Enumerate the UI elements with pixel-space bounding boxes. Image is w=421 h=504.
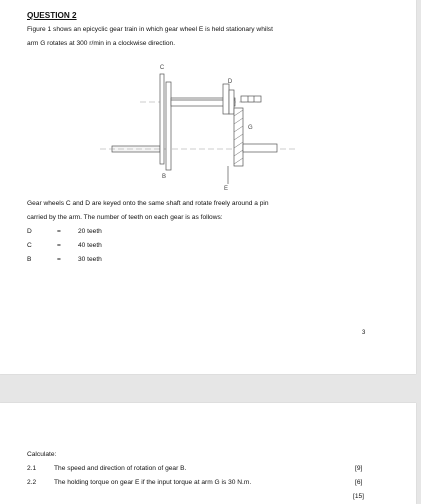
document-page-2 — [0, 403, 416, 504]
teeth-value-b: 30 teeth — [78, 256, 102, 263]
body-line-1: Gear wheels C and D are keyed onto the same shaft and rotate freely around a pin — [27, 200, 269, 207]
intro-line-2: arm G rotates at 300 r/min in a clockwise direction. — [27, 40, 176, 47]
teeth-sep-b: = — [57, 256, 61, 263]
total-marks: [15] — [353, 493, 364, 500]
question-2-1-marks: [9] — [355, 465, 363, 472]
question-2-1-number: 2.1 — [27, 465, 37, 472]
label-c: C — [159, 65, 165, 71]
teeth-sep-d: = — [57, 228, 61, 235]
teeth-gear-c: C — [27, 242, 32, 249]
teeth-gear-b: B — [27, 256, 32, 263]
label-e: E — [223, 186, 229, 192]
question-2-2-marks: [6] — [355, 479, 363, 486]
question-2-2-number: 2.2 — [27, 479, 37, 486]
teeth-value-d: 20 teeth — [78, 228, 102, 235]
label-d: D — [227, 79, 233, 85]
question-2-2-text: The holding torque on gear E if the input torque at arm G is 30 N.m. — [54, 479, 252, 486]
teeth-value-c: 40 teeth — [78, 242, 102, 249]
calculate-label: Calculate: — [27, 451, 57, 458]
intro-line-1: Figure 1 shows an epicyclic gear train in which gear wheel E is held stationary whilst — [27, 26, 273, 33]
question-heading: QUESTION 2 — [27, 11, 77, 20]
question-2-1-text: The speed and direction of rotation of gear B. — [54, 465, 187, 472]
teeth-gear-d: D — [27, 228, 32, 235]
body-line-2: carried by the arm. The number of teeth on each gear is as follows: — [27, 214, 223, 221]
epicyclic-gear-figure — [100, 56, 300, 196]
label-b: B — [161, 174, 167, 180]
page-number: 3 — [362, 330, 366, 336]
label-g: G — [248, 125, 253, 131]
teeth-sep-c: = — [57, 242, 61, 249]
